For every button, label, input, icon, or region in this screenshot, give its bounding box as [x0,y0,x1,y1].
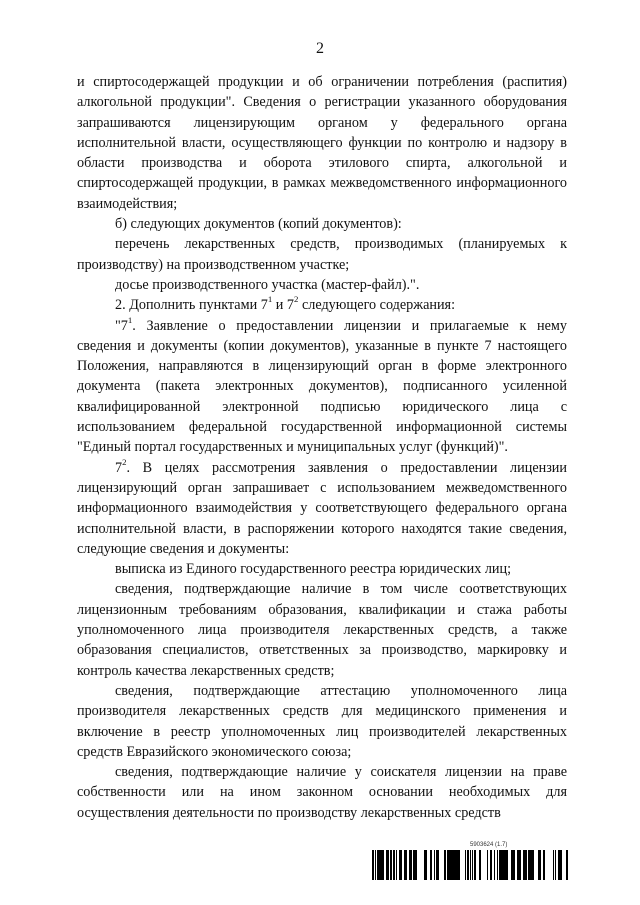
paragraph-amendment-intro: 2. Дополнить пунктами $7^1$ и $7^2$ следующего содержания: [115,294,456,314]
paragraph: перечень лекарственных средств, производимых (планируемых к производству) на производственном участке; [77,236,567,273]
paragraph: выписка из Единого государственного реестра юридических лиц; [115,561,512,578]
paragraph: сведения, подтверждающие наличие в том числе соответствующих лицензионным требованиям образования, квалификации и стажа работы уполномоченного лица производителя лекарственных средств, а также образования специалистов, ответственных за производство, маркировку и контроль качества лекарственных средств; [77,581,567,679]
document-code: 5903624 (1.7) [470,842,508,848]
superscript: 1 [127,314,133,325]
superscript: 2 [294,294,299,305]
document-body [77,72,567,823]
superscript: 2 [122,456,127,467]
paragraph: досье производственного участка (мастер-файл).". [115,276,420,293]
page-number: 2 [316,40,324,57]
paragraph-item-7-2: $7^2$. В целях рассмотрения заявления о предоставлении лицензии лицензирующий орган запрашивает с использованием межведомственного информационного взаимодействия у соответствующего федерального органа исполнительной власти, в распоряжении которого находятся такие сведения, следующие сведения и документы: [77,456,567,557]
paragraph-item-7-1: "$7^1$. Заявление о предоставлении лицензии и прилагаемые к нему сведения и документы (копии документов), указанные в пункте 7 настоящего Положения, направляются в лицензирующий орган в форме электронного документа (пакета электронных документов), подписанного усиленной квалифицированной электронной подписью юридического лица с использованием федеральной государственной информационной системы "Единый портал государственных и муниципальных услуг (функций)". [77,314,567,456]
paragraph: сведения, подтверждающие наличие у соискателя лицензии на праве собственности или на ином законном основании необходимых для осуществления деятельности по производству лекарственных средств [77,764,567,821]
paragraph: б) следующих документов (копий документов): [115,216,402,233]
superscript: 1 [267,294,273,305]
barcode [371,850,568,880]
paragraph: и спиртосодержащей продукции и об ограничении потребления (распития) алкогольной продукции". Сведения о регистрации указанного оборудования запрашиваются лицензирующим органом у федерального органа исполнительной власти, осуществляющего функции по контролю и надзору в области производства и оборота этилового спирта, алкогольной и спиртосодержащей продукции, в рамках межведомственного информационного взаимодействия; [77,74,567,212]
paragraph: сведения, подтверждающие аттестацию уполномоченного лица производителя лекарственных средств для медицинского применения и включение в реестр уполномоченных лиц производителей лекарственных средств Евразийского экономического союза; [77,682,567,760]
